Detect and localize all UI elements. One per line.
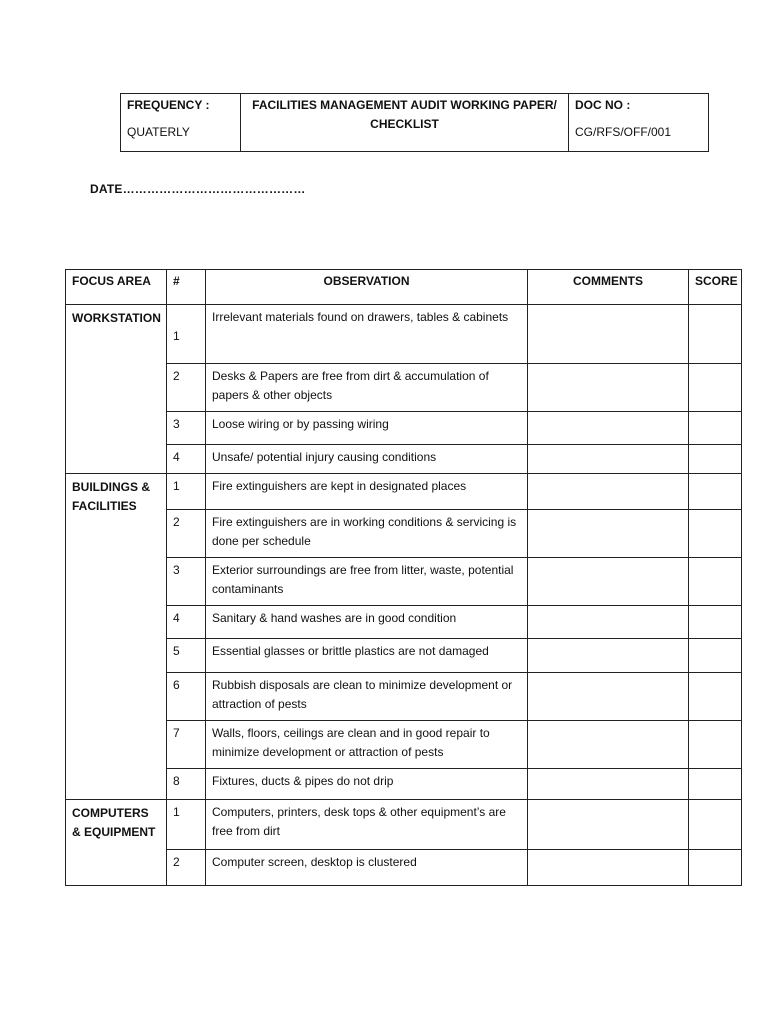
item-number: 4 xyxy=(167,445,206,474)
comments-cell[interactable] xyxy=(528,639,689,673)
observation-cell: Fire extinguishers are kept in designated places xyxy=(206,474,528,510)
score-cell[interactable] xyxy=(689,364,742,412)
observation-cell: Essential glasses or brittle plastics are not damaged xyxy=(206,639,528,673)
observation-cell: Walls, floors, ceilings are clean and in good repair to minimize development or attraction of pests xyxy=(206,721,528,769)
audit-checklist-table xyxy=(65,269,742,886)
score-cell[interactable] xyxy=(689,639,742,673)
table-row xyxy=(66,445,742,474)
document-header xyxy=(120,93,709,152)
observation-cell: Unsafe/ potential injury causing conditions xyxy=(206,445,528,474)
score-cell[interactable] xyxy=(689,510,742,558)
item-number: 1 xyxy=(167,800,206,850)
comments-cell[interactable] xyxy=(528,673,689,721)
focus-area-cell: COMPUTERS & EQUIPMENT xyxy=(66,800,167,886)
frequency-cell xyxy=(121,94,241,152)
frequency-label: FREQUENCY : xyxy=(127,98,210,112)
score-cell[interactable] xyxy=(689,445,742,474)
item-number: 3 xyxy=(167,558,206,606)
column-header-number: # xyxy=(167,270,206,305)
table-row xyxy=(66,769,742,800)
score-cell[interactable] xyxy=(689,673,742,721)
comments-cell[interactable] xyxy=(528,445,689,474)
score-cell[interactable] xyxy=(689,474,742,510)
table-row xyxy=(66,412,742,445)
item-number: 1 xyxy=(167,305,206,364)
item-number: 7 xyxy=(167,721,206,769)
observation-cell: Loose wiring or by passing wiring xyxy=(206,412,528,445)
comments-cell[interactable] xyxy=(528,474,689,510)
doc-no-value: CG/RFS/OFF/001 xyxy=(575,125,672,139)
document-title xyxy=(241,94,569,152)
comments-cell[interactable] xyxy=(528,412,689,445)
table-row xyxy=(66,305,742,364)
comments-cell[interactable] xyxy=(528,558,689,606)
doc-no-label: DOC NO : xyxy=(575,98,631,112)
item-number: 1 xyxy=(167,474,206,510)
comments-cell[interactable] xyxy=(528,800,689,850)
score-cell[interactable] xyxy=(689,558,742,606)
focus-area-cell: WORKSTATION xyxy=(66,305,167,474)
item-number: 2 xyxy=(167,850,206,886)
observation-cell: Irrelevant materials found on drawers, tables & cabinets xyxy=(206,305,528,364)
item-number: 8 xyxy=(167,769,206,800)
observation-cell: Rubbish disposals are clean to minimize development or attraction of pests xyxy=(206,673,528,721)
score-cell[interactable] xyxy=(689,769,742,800)
comments-cell[interactable] xyxy=(528,364,689,412)
column-header-score: SCORE xyxy=(689,270,742,305)
table-header-row xyxy=(66,270,742,305)
column-header-focus-area: FOCUS AREA xyxy=(66,270,167,305)
table-row xyxy=(66,800,742,850)
observation-cell: Fixtures, ducts & pipes do not drip xyxy=(206,769,528,800)
observation-cell: Fire extinguishers are in working conditions & servicing is done per schedule xyxy=(206,510,528,558)
table-row xyxy=(66,606,742,639)
score-cell[interactable] xyxy=(689,800,742,850)
column-header-comments: COMMENTS xyxy=(528,270,689,305)
observation-cell: Desks & Papers are free from dirt & accumulation of papers & other objects xyxy=(206,364,528,412)
table-row xyxy=(66,721,742,769)
observation-cell: Exterior surroundings are free from litter, waste, potential contaminants xyxy=(206,558,528,606)
item-number: 3 xyxy=(167,412,206,445)
document-title-line1: FACILITIES MANAGEMENT AUDIT WORKING PAPER/ xyxy=(252,98,557,112)
score-cell[interactable] xyxy=(689,305,742,364)
table-row xyxy=(66,850,742,886)
observation-cell: Computer screen, desktop is clustered xyxy=(206,850,528,886)
score-cell[interactable] xyxy=(689,721,742,769)
observation-cell: Sanitary & hand washes are in good condition xyxy=(206,606,528,639)
table-row xyxy=(66,364,742,412)
table-row xyxy=(66,673,742,721)
score-cell[interactable] xyxy=(689,412,742,445)
comments-cell[interactable] xyxy=(528,510,689,558)
comments-cell[interactable] xyxy=(528,721,689,769)
score-cell[interactable] xyxy=(689,850,742,886)
table-row xyxy=(66,558,742,606)
table-row xyxy=(66,474,742,510)
table-row xyxy=(66,510,742,558)
score-cell[interactable] xyxy=(689,606,742,639)
comments-cell[interactable] xyxy=(528,305,689,364)
focus-area-cell: BUILDINGS & FACILITIES xyxy=(66,474,167,800)
doc-no-cell xyxy=(569,94,709,152)
column-header-observation: OBSERVATION xyxy=(206,270,528,305)
item-number: 5 xyxy=(167,639,206,673)
comments-cell[interactable] xyxy=(528,769,689,800)
date-line: DATE……………………………………… xyxy=(90,182,306,196)
item-number: 4 xyxy=(167,606,206,639)
comments-cell[interactable] xyxy=(528,850,689,886)
checklist-body xyxy=(66,305,742,886)
item-number: 6 xyxy=(167,673,206,721)
item-number: 2 xyxy=(167,510,206,558)
comments-cell[interactable] xyxy=(528,606,689,639)
frequency-value: QUATERLY xyxy=(127,125,190,139)
observation-cell: Computers, printers, desk tops & other equipment’s are free from dirt xyxy=(206,800,528,850)
table-row xyxy=(66,639,742,673)
item-number: 2 xyxy=(167,364,206,412)
document-title-line2: CHECKLIST xyxy=(370,117,439,131)
